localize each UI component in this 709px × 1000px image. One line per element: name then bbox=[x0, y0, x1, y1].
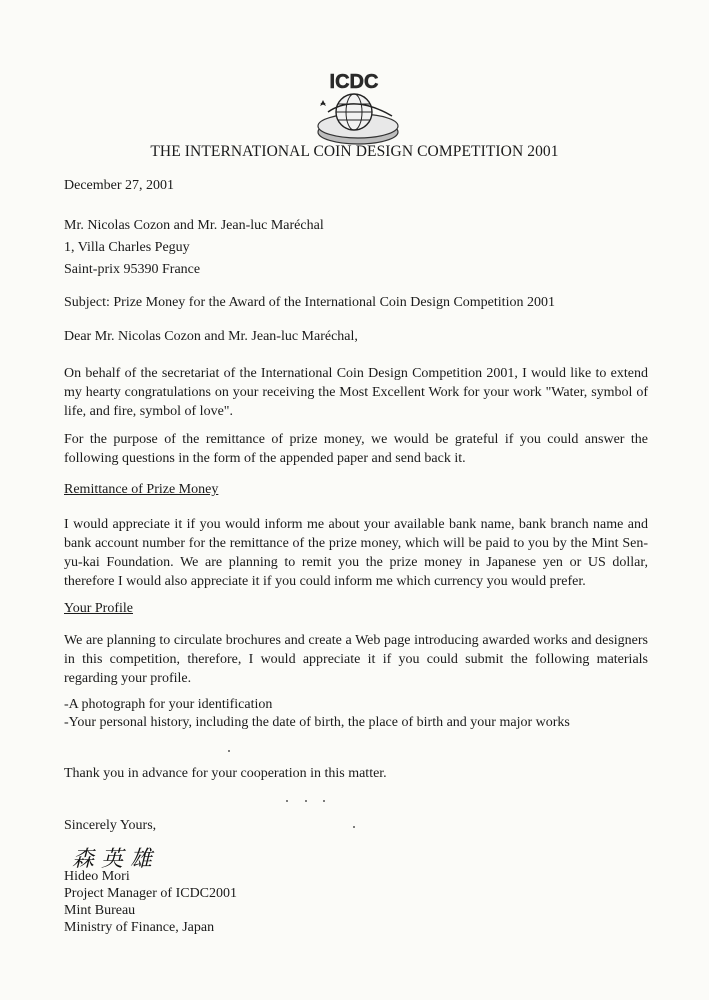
paragraph-congratulations: On behalf of the secretariat of the International Coin Design Competition 2001, I would like to extend my hearty congratulations on your receiving the Most Excellent Work for your work "Water, symbol of life, and fire, symbol of love". bbox=[64, 366, 648, 419]
thanks-line: Thank you in advance for your cooperation in this matter. bbox=[64, 766, 387, 781]
recipient-address-line1: 1, Villa Charles Peguy bbox=[64, 240, 190, 255]
competition-heading: THE INTERNATIONAL COIN DESIGN COMPETITION 2001 bbox=[150, 143, 559, 160]
sender-name: Hideo Mori bbox=[64, 869, 130, 884]
closing-line: Sincerely Yours, bbox=[64, 818, 157, 833]
salutation: Dear Mr. Nicolas Cozon and Mr. Jean-luc Maréchal, bbox=[64, 329, 358, 344]
section-heading-remittance: Remittance of Prize Money bbox=[64, 482, 219, 497]
paragraph-profile-details: We are planning to circulate brochures and create a Web page introducing awarded works and designers in this competition, therefore, I would appreciate it if you could submit the following materials regarding your profile. bbox=[64, 633, 648, 686]
icdc-logo bbox=[306, 66, 402, 150]
subject-line: Subject: Prize Money for the Award of the International Coin Design Competition 2001 bbox=[64, 295, 555, 310]
profile-item-photograph: -A photograph for your identification bbox=[64, 697, 273, 712]
paragraph-remittance-intro: For the purpose of the remittance of prize money, we would be grateful if you could answer the following questions in the form of the appended paper and send back it. bbox=[64, 432, 648, 466]
sender-department: Mint Bureau bbox=[64, 903, 136, 918]
svg-text:ICDC: ICDC bbox=[329, 71, 379, 93]
recipient-name: Mr. Nicolas Cozon and Mr. Jean-luc Maréchal bbox=[64, 218, 324, 233]
paragraph-remittance-details: I would appreciate it if you would inform me about your available bank name, bank branch name and bank account number for the remittance of the prize money, which will be paid to you by the Mint Sen-yu-kai Foundation. We are planning to remit you the prize money in Japanese yen or US dollar, therefore I would also appreciate it if you could inform me which currency you would prefer. bbox=[64, 517, 648, 589]
letter-date: December 27, 2001 bbox=[64, 178, 175, 193]
section-heading-profile: Your Profile bbox=[64, 601, 133, 616]
recipient-address-line2: Saint-prix 95390 France bbox=[64, 262, 201, 277]
sender-title: Project Manager of ICDC2001 bbox=[64, 886, 238, 901]
profile-item-history: -Your personal history, including the date of birth, the place of birth and your major works bbox=[64, 715, 570, 730]
svg-text:森 英 雄: 森 英 雄 bbox=[72, 847, 152, 872]
sender-organization: Ministry of Finance, Japan bbox=[64, 920, 215, 935]
